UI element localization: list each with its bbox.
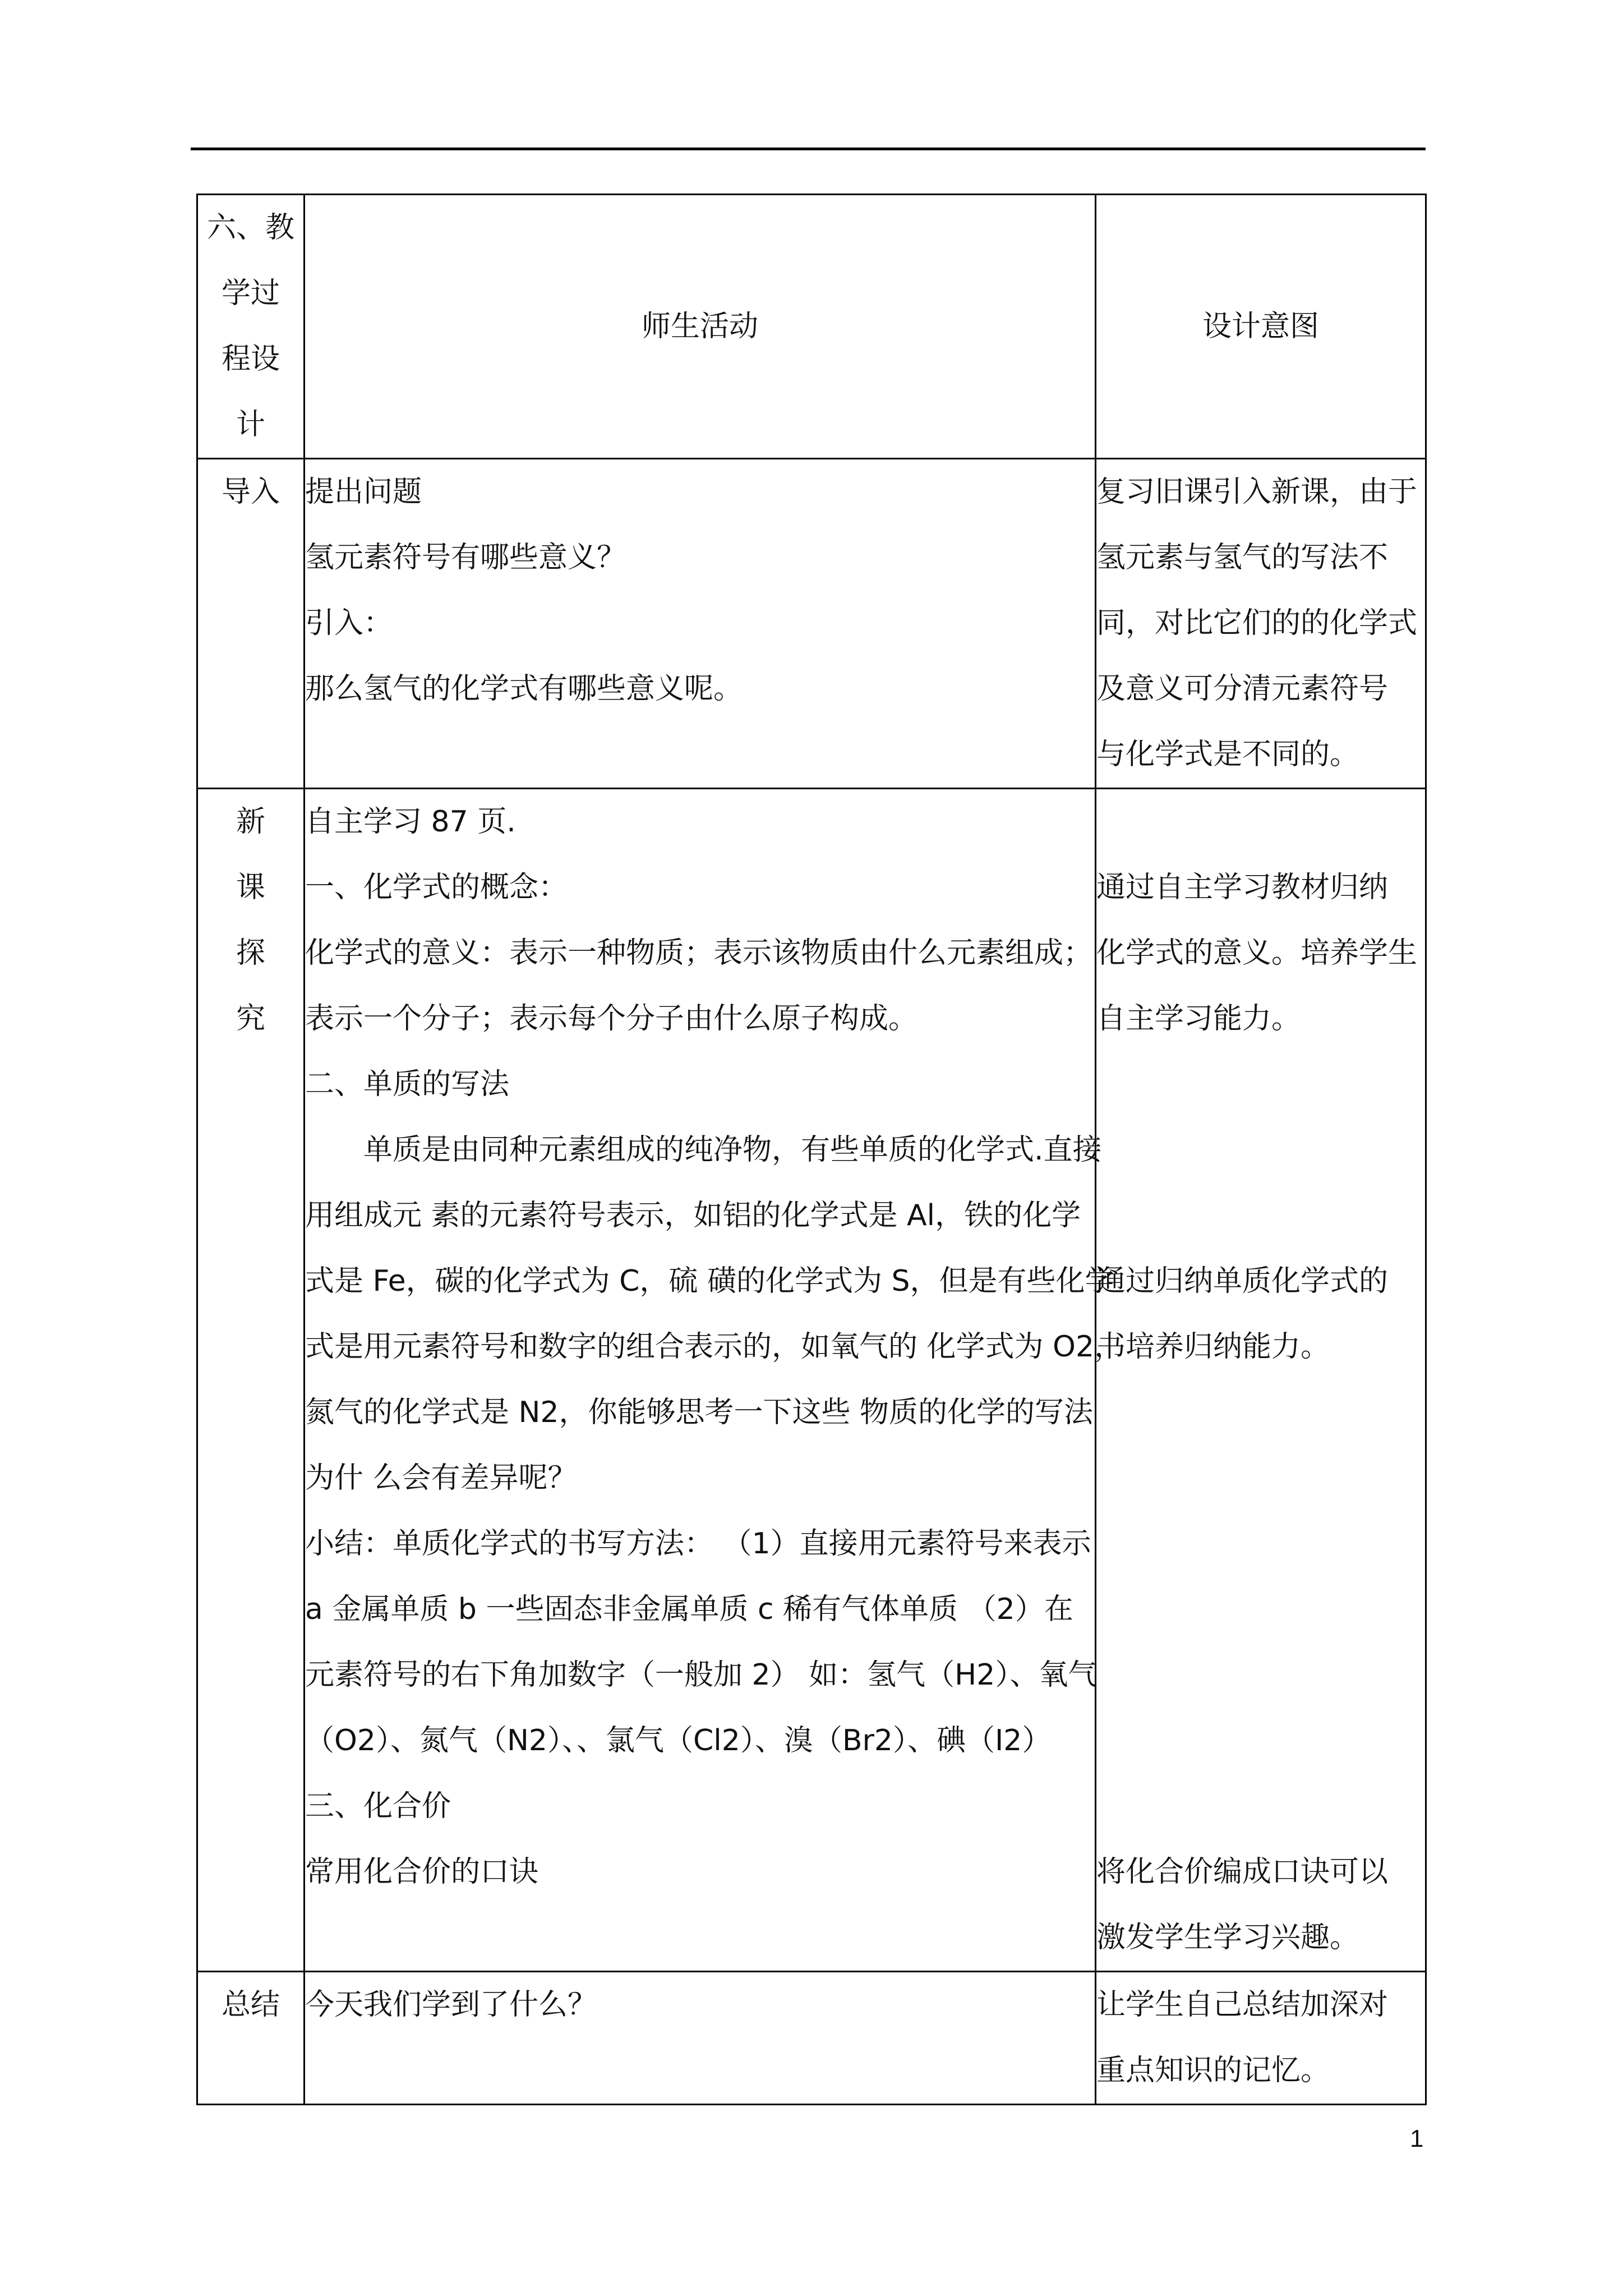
stage-column-header: 六、教 学过 程设 计: [197, 195, 305, 459]
intro-intent: 复习旧课引入新课，由于 氢元素与氢气的写法不 同，对比它们的的化学式 及意义可分清元素符号 与化学式是不同的。: [1096, 459, 1426, 789]
summary-stage-label: 总结: [197, 1972, 305, 2105]
table-header-row: [197, 195, 1426, 459]
new-lesson-intent: 通过自主学习教材归纳 化学式的意义。培养学生 自主学习能力。 通过归纳单质化学式的 书培养归纳能力。 将化合价编成口诀可以 激发学生学习兴趣。: [1096, 789, 1426, 1972]
summary-activity: 今天我们学到了什么？: [305, 1972, 1096, 2105]
summary-intent: 让学生自己总结加深对 重点知识的记忆。: [1096, 1972, 1426, 2105]
new-lesson-row: [197, 789, 1426, 1972]
summary-row: [197, 1972, 1426, 2105]
page-number: 1: [1410, 2125, 1424, 2152]
intro-row: [197, 459, 1426, 789]
lesson-plan-table: [196, 194, 1427, 2105]
header-rule: [191, 148, 1426, 150]
new-lesson-activity: 自主学习 87 页. 一、化学式的概念： 化学式的意义：表示一种物质；表示该物质由什么元素组成； 表示一个分子；表示每个分子由什么原子构成。 二、单质的写法 单质是由同种元素组成的纯净物，有些单质的化学式.直接 用组成元 素的元素符号表示，如铝的化学式是 Al，铁的化学 式是 Fe，碳的化学式为 C，硫 磺的化学式为 S，但是有些化学 式是用元素符号和数字的组合表示的，如氧气的 化学式为 O2， 氮气的化学式是 N2，你能够思考一下这些 物质的化学的写法 为什 么会有差异呢？ 小结：单质化学式的书写方法： （1）直接用元素符号来表示 a 金属单质 b 一些固态非金属单质 c 稀有气体单质 （2）在 元素符号的右下角加数字（一般加 2） 如：氢气（H2）、氧气 （O2）、氮气（N2）、、氯气（Cl2）、溴（Br2）、碘（I2） 三、化合价 常用化合价的口诀: [305, 789, 1096, 1972]
new-lesson-stage-label: 新 课 探 究: [197, 789, 305, 1972]
intro-stage-label: 导入: [197, 459, 305, 789]
intent-column-header: 设计意图: [1096, 195, 1426, 459]
intro-activity: 提出问题 氢元素符号有哪些意义？ 引入： 那么氢气的化学式有哪些意义呢。: [305, 459, 1096, 789]
activity-column-header: 师生活动: [305, 195, 1096, 459]
